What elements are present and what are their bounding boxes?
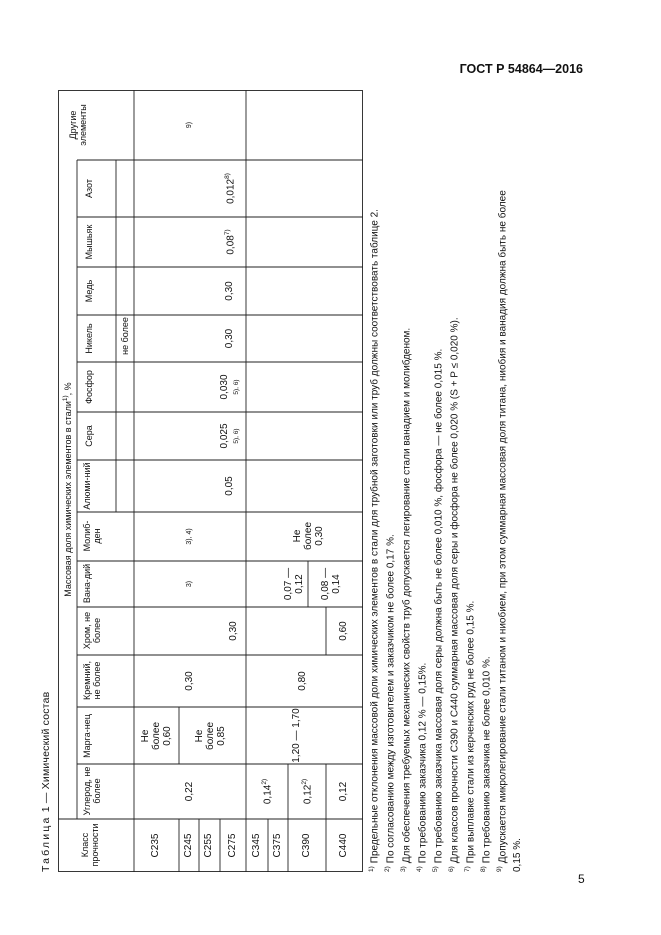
footnote-text: При выплавке стали из керченских руд не более 0,15 %.	[465, 600, 477, 864]
footnote-text: По требованию заказчика 0,12 % — 0,15%.	[417, 662, 429, 864]
footnote-mark: 5)	[432, 866, 439, 872]
header-copper: Медь	[84, 279, 94, 303]
document-code: ГОСТ Р 54864—2016	[459, 62, 583, 76]
chromium-060: 0,60	[338, 621, 349, 641]
carbon-012-c440: 0,12	[338, 781, 349, 802]
footnote-continuation	[512, 838, 524, 872]
silicon-030: 0,30	[184, 671, 195, 691]
manganese-range: 1,20 — 1,70	[291, 708, 302, 763]
phosphorus-value-text: 0,030	[219, 374, 230, 400]
class-c275: С275	[227, 833, 238, 858]
header-not-more: не более	[120, 317, 130, 355]
arsenic-value-text: 0,08	[225, 235, 237, 255]
header-molybdenum: Молиб-ден	[82, 520, 103, 552]
caption-word: Таблица	[40, 815, 52, 872]
vanadium-note: 3)	[186, 580, 193, 588]
header-phosphorus: Фосфор	[84, 370, 94, 404]
nitrogen-value	[224, 160, 237, 217]
class-c440: С440	[338, 833, 349, 858]
header-aluminium: Алюми-ний	[82, 462, 92, 510]
nickel-value: 0,30	[224, 328, 235, 349]
footnote-text: Допускается микролегирование стали титаном и ниобием, при этом суммарная массовая доля титана, ниобия и ванадия должна быть не более	[497, 190, 509, 864]
table-grid	[58, 90, 363, 872]
header-carbon: Углерод, не более	[82, 766, 103, 816]
footnote-mark: 7)	[464, 866, 471, 872]
footnote	[384, 534, 397, 872]
header-sulfur: Сера	[84, 425, 94, 447]
class-c375: С375	[272, 833, 283, 858]
footnote-mark: 1)	[368, 866, 375, 872]
class-c390: С390	[301, 833, 312, 858]
page-number: 5	[578, 872, 585, 886]
header-silicon: Кремний, не более	[82, 661, 103, 700]
carbon-012-c390	[301, 764, 314, 819]
header-arsenic: Мышьяк	[84, 224, 94, 260]
header-others: Другие элементы	[68, 104, 89, 146]
carbon-014	[261, 764, 274, 819]
caption-rest: 1 — Химический состав	[40, 691, 52, 816]
footnote-mark: 4)	[416, 866, 423, 872]
footnote-text: Для обеспечения требуемых механических свойств труб допускается легирование стали ванадием и молибденом.	[401, 327, 413, 864]
class-c245: С245	[183, 833, 194, 858]
header-nitrogen: Азот	[84, 179, 94, 198]
footnote-text: По требованию заказчика не более 0,010 %.	[481, 656, 493, 864]
class-c255: С255	[203, 833, 214, 858]
phosphorus-value	[219, 362, 241, 412]
molybdenum-note: 3), 4)	[186, 528, 193, 545]
carbon-012-c390-value: 0,12	[302, 784, 314, 805]
footnote	[448, 317, 461, 872]
molybdenum-030: Не более 0,30	[292, 521, 326, 551]
silicon-080: 0,80	[297, 671, 308, 691]
header-vanadium: Вана-дий	[82, 563, 92, 604]
header-mass-fraction	[62, 160, 73, 819]
phosphorus-sup: 5), 6)	[233, 379, 241, 395]
class-c345: С345	[251, 833, 262, 858]
footnote	[416, 663, 429, 872]
footnote-text: 0,15 %.	[512, 838, 523, 872]
class-c235: С235	[150, 833, 161, 858]
header-nickel: Никель	[84, 323, 94, 354]
footnote-text: По согласованию между изготовителем и заказчиком не более 0,17 %.	[385, 534, 397, 864]
vanadium-008-014: 0,08 — 0,14	[320, 567, 343, 601]
footnote	[496, 190, 509, 872]
footnote	[432, 349, 445, 872]
footnote-mark: 6)	[448, 866, 455, 872]
aluminium-value: 0,05	[224, 476, 235, 496]
table-caption	[40, 692, 52, 872]
sulfur-sup: 5), 6)	[233, 428, 241, 444]
nitrogen-sup: 8)	[224, 173, 231, 179]
arsenic-value	[224, 217, 237, 267]
header-mass-fraction-text: Массовая доля химических элементов в стали	[63, 401, 73, 597]
header-chromium: Хром, не более	[82, 611, 103, 650]
header-mass-fraction-sup: 1)	[62, 395, 69, 402]
footnote-mark: 9)	[496, 866, 503, 872]
footnote-text: По требованию заказчика массовая доля серы должна быть не более 0,010 %, фосфора — не более 0,015 %.	[433, 348, 445, 864]
footnote	[368, 209, 381, 872]
footnote	[464, 601, 477, 872]
footnote-mark: 3)	[400, 866, 407, 872]
chromium-030: 0,30	[228, 621, 239, 641]
header-manganese: Марга-нец	[82, 714, 92, 758]
footnote-text: Предельные отклонения массовой доли химических элементов в стали для трубной заготовки или труб должны соответствовать таблице 2.	[369, 209, 381, 864]
footnote-mark: 8)	[480, 866, 487, 872]
footnote	[480, 656, 493, 872]
carbon-012-c390-sup: 2)	[301, 778, 308, 785]
chemical-composition-table	[58, 90, 363, 872]
arsenic-sup: 7)	[224, 229, 231, 236]
sulfur-value-text: 0,025	[219, 423, 230, 449]
nitrogen-value-text: 0,012	[225, 178, 237, 204]
manganese-060: Не более 0,60	[140, 721, 174, 751]
header-mass-fraction-unit: , %	[63, 382, 73, 396]
carbon-014-sup: 2)	[261, 778, 268, 785]
footnote	[400, 328, 413, 872]
vanadium-007-012: 0,07 — 0,12	[283, 567, 306, 601]
carbon-022: 0,22	[184, 781, 195, 802]
header-class: Класс прочности	[80, 823, 101, 867]
copper-value: 0,30	[224, 281, 235, 301]
carbon-014-value: 0,14	[262, 784, 274, 805]
footnote-text: Для классов прочности С390 и С440 суммарная массовая доля серы и фосфора не более 0,020 % (S + P ≤ 0,020 %).	[449, 317, 461, 864]
footnote-mark: 2)	[384, 866, 391, 872]
manganese-085: Не более 0,85	[194, 721, 228, 751]
others-note: 9)	[186, 121, 193, 129]
sulfur-value	[219, 412, 241, 460]
